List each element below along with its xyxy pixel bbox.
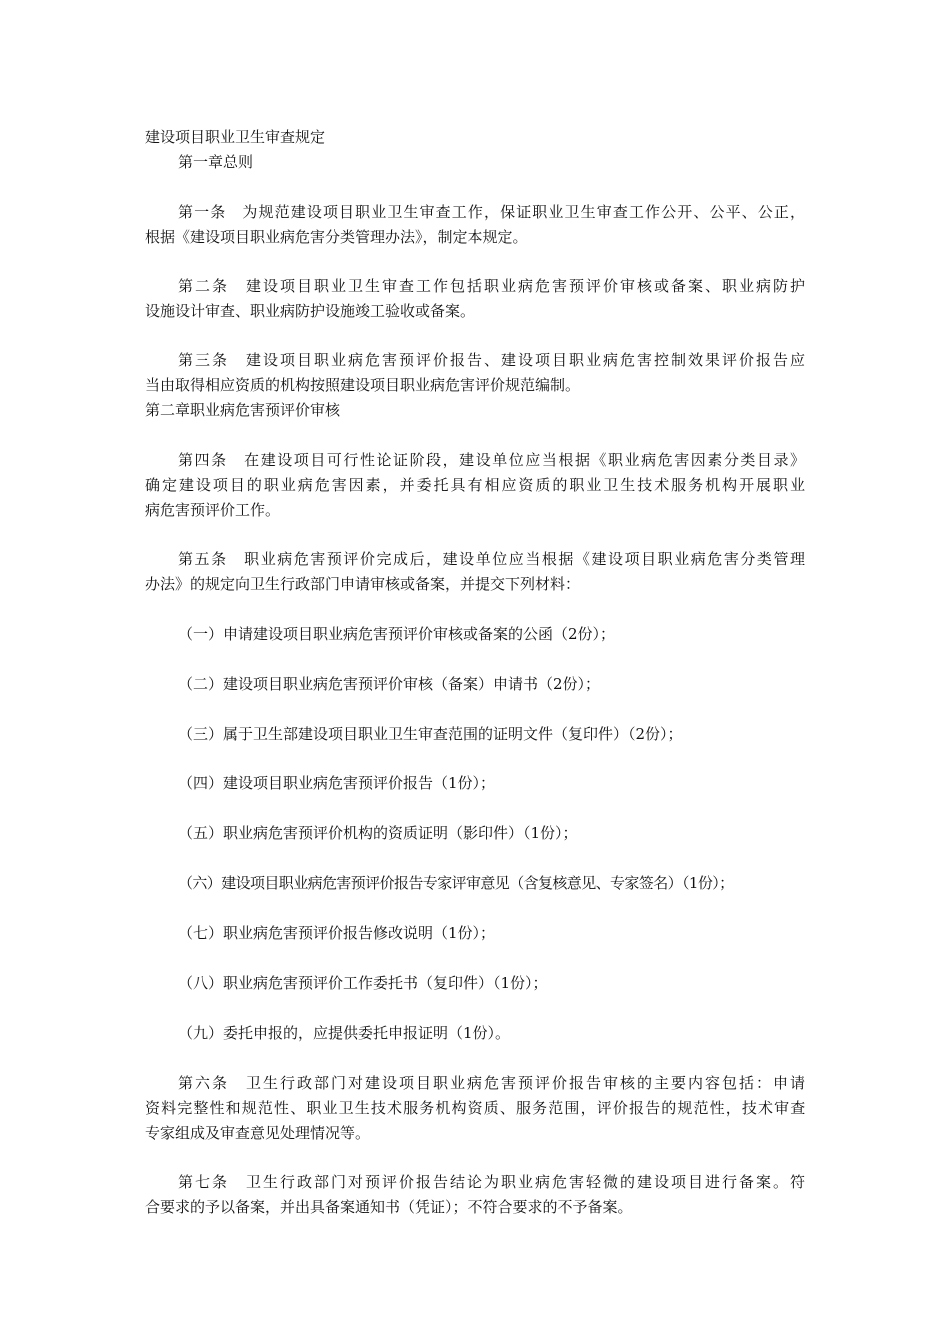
article-7-line-2: 合要求的予以备案，并出具备案通知书（凭证）；不符合要求的不予备案。 [145, 1198, 633, 1216]
article-4-line-1: 第四条 在建设项目可行性论证阶段，建设单位应当根据《职业病危害因素分类目录》 [178, 451, 805, 469]
list-item-5: （五）职业病危害预评价机构的资质证明（影印件）（1份）； [178, 824, 578, 842]
article-4-line-3: 病危害预评价工作。 [145, 501, 281, 519]
article-6-line-2: 资料完整性和规范性、职业卫生技术服务机构资质、服务范围，评价报告的规范性，技术审查 [145, 1099, 805, 1117]
article-2-line-2: 设施设计审查、职业病防护设施竣工验收或备案。 [145, 302, 476, 320]
list-item-6: （六）建设项目职业病危害预评价报告专家评审意见（含复核意见、专家签名）（1份）； [178, 874, 734, 892]
list-item-7: （七）职业病危害预评价报告修改说明（1份）； [178, 924, 496, 942]
article-5-line-1: 第五条 职业病危害预评价完成后，建设单位应当根据《建设项目职业病危害分类管理 [178, 550, 805, 568]
chapter-2-heading: 第二章职业病危害预评价审核 [145, 401, 341, 419]
list-item-2: （二）建设项目职业病危害预评价审核（备案）申请书（2份）； [178, 675, 601, 693]
article-2-line-1: 第二条 建设项目职业卫生审查工作包括职业病危害预评价审核或备案、职业病防护 [178, 277, 805, 295]
article-3-line-2: 当由取得相应资质的机构按照建设项目职业病危害评价规范编制。 [145, 376, 581, 394]
list-item-4: （四）建设项目职业病危害预评价报告（1份）； [178, 774, 496, 792]
article-7-line-1: 第七条 卫生行政部门对预评价报告结论为职业病危害轻微的建设项目进行备案。符 [178, 1173, 805, 1191]
list-item-8: （八）职业病危害预评价工作委托书（复印件）（1份）； [178, 974, 548, 992]
article-5-line-2: 办法》的规定向卫生行政部门申请审核或备案，并提交下列材料： [145, 575, 581, 593]
chapter-1-heading: 第一章总则 [178, 153, 254, 171]
article-6-line-3: 专家组成及审查意见处理情况等。 [145, 1124, 371, 1142]
list-item-3: （三）属于卫生部建设项目职业卫生审查范围的证明文件（复印件）（2份）； [178, 725, 683, 743]
article-4-line-2: 确定建设项目的职业病危害因素，并委托具有相应资质的职业卫生技术服务机构开展职业 [145, 476, 805, 494]
list-item-9: （九）委托申报的，应提供委托申报证明（1份）。 [178, 1024, 511, 1042]
list-item-1: （一）申请建设项目职业病危害预评价审核或备案的公函（2份）； [178, 625, 616, 643]
article-6-line-1: 第六条 卫生行政部门对建设项目职业病危害预评价报告审核的主要内容包括：申请 [178, 1074, 805, 1092]
article-3-line-1: 第三条 建设项目职业病危害预评价报告、建设项目职业病危害控制效果评价报告应 [178, 351, 805, 369]
article-1-line-1: 第一条 为规范建设项目职业卫生审查工作，保证职业卫生审查工作公开、公平、公正， [178, 203, 805, 221]
document-title: 建设项目职业卫生审查规定 [145, 128, 326, 146]
article-1-line-2: 根据《建设项目职业病危害分类管理办法》，制定本规定。 [145, 228, 528, 246]
